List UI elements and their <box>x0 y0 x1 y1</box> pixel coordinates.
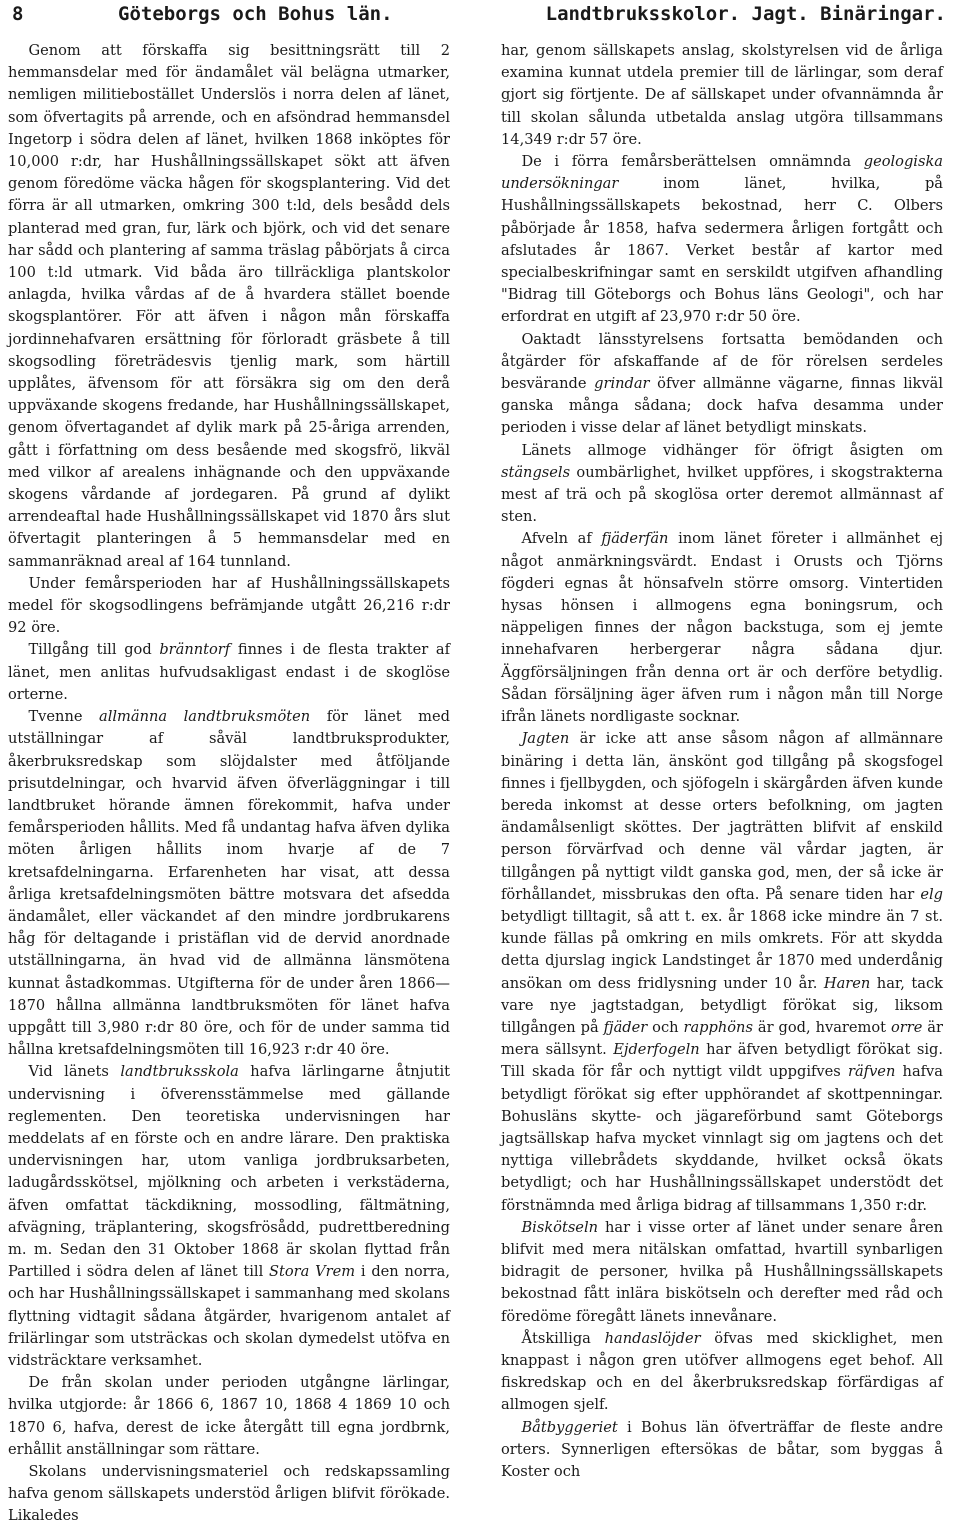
header-title-right: Landtbruksskolor. Jagt. Binäringar. <box>545 3 946 25</box>
italic-term: Haren <box>823 974 871 992</box>
paragraph: Åtskilliga handaslöjder öfvas med skicklighet, men knappast i någon gren utöfver allmogens eget behof. All fiskredskap och en del åkerbruksredskap förfärdigas af allmogen sjelf. <box>501 1329 943 1414</box>
italic-term: Båtbyggeriet <box>521 1418 618 1436</box>
left-text-column <box>8 40 450 1528</box>
paragraph: Båtbyggeriet i Bohus län öfverträffar de fleste andre orters. Synnerligen eftersökas de båtar, som byggas å Koster och <box>501 1418 943 1480</box>
italic-term: geologiska undersökningar <box>501 153 943 193</box>
paragraph: Oaktadt länsstyrelsens fortsatta bemödanden och åtgärder för afskaffande af de för rörelsen serdeles besvärande grindar öfver allmänne vägarne, finnas likväl ganska många sådana; dock hafva desamma under perioden i visse delar af länet betydligt minskats. <box>501 330 943 437</box>
paragraph: har, genom sällskapets anslag, skolstyrelsen vid de årliga examina kunnat utdela premier till de lärlingar, som deraf gjort sig förtjente. De af sällskapet under ofvannämnda år till skolan sålunda utbetalda anslag utgöra tillsammans 14,349 r:dr 57 öre. <box>501 42 943 148</box>
paragraph: Tvenne allmänna landtbruksmöten för länet med utställningar af såväl landtbruksprodukter, åkerbruksredskap som slöjdalster med åtföljande prisutdelningar, och hvarvid äfven öfverläggningar i till landtbruket hörande ämnen förekommit, hafva under femårsperioden hållits. Med få undantag hafva äfven dylika möten årligen hållits inom hvarje af de 7 kretsafdelningarna. Erfarenheten har visat, att dessa årliga kretsafdelningsmöten bättre motsvara det afsedda ändamålet, eller väckandet af den mindre jordbrukarens håg för deltagande i pristäflan vid de dervid anordnade utställningarna, än hvad vid de allmänna länsmötena kunnat åstadkommas. Utgifterna för de under åren 1866—1870 hållna allmänna landtbruksmöten för länet hafva uppgått till 3,980 r:dr 80 öre, och för de under samma tid hållna kretsafdelningsmöten till 16,923 r:dr 40 öre. <box>8 708 450 1059</box>
italic-term: allmänna landtbruksmöten <box>99 708 311 726</box>
paragraph: Biskötseln har i visse orter af länet under senare åren blifvit med mera nitälskan omfattad, hvartill synbarligen bidragit de personer, hvilka på Hushållningssällskapets bekostnad fått inlära biskötseln och derefter med råd och föredöme föregått länets innevånare. <box>501 1218 943 1325</box>
italic-term: elg <box>920 885 943 903</box>
paragraph: Genom att förskaffa sig besittningsrätt till 2 hemmansdelar med för ändamålet väl belägna utmarker, nemligen militiebostället Underslös i norra delen af länet, som öfvertagits på arrende, och en afsöndrad hemmansdel Ingetorp i södra delen af länet, hvilken 1868 inköptes för 10,000 r:dr, har Hushållningssällskapet sökt att äfven genom föredöme väcka hågen för skogsplantering. Vid det förra är all utmarken, omkring 300 t:ld, dels besådd dels planterad med gran, fur, lärk och björk, och vid det senare har sådd och plantering af samma träslag påbörjats å circa 100 t:ld utmark. Vid båda äro tillräckliga plantskolor anlagda, hvilka vårdas af de å hvardera stället boende skogsplantörer. För att äfven i någon mån förskaffa jordinnehafvaren ersättning för förloradt gräsbete å till skogsodling företrädesvis tjenlig mark, som härtill upplåtes, äfvensom för att försäkra sig om den derå uppväxande skogens fredande, har Hushållningssällskapet, genom öfvertagandet af dylik mark på 25-åriga arrenden, gått i författning om dess besående med skogsfrö, likväl med vilkor af arealens inhägnande och den uppväxande skogens vårdande af jordegaren. På grund af dylikt arrendeaftal hade Hushållningssällskapet vid 1870 års slut öfvertagit planteringen å 5 hemmansdelar med en sammanräknad areal af 164 tunnland. <box>8 42 450 570</box>
italic-term: räfven <box>847 1063 896 1081</box>
right-text-column <box>501 40 943 1483</box>
header-title-left: Göteborgs och Bohus län. <box>118 3 393 25</box>
italic-term: bränntorf <box>159 641 231 659</box>
italic-term: orre <box>890 1018 923 1036</box>
italic-term: Biskötseln <box>521 1218 599 1236</box>
page-number: 8 <box>12 3 24 25</box>
italic-term: Jagten <box>521 730 570 748</box>
italic-term: Ejderfogeln <box>613 1041 700 1059</box>
italic-term: fjäder <box>603 1018 648 1036</box>
italic-term: grindar <box>594 375 650 393</box>
italic-term: rapphöns <box>683 1018 753 1036</box>
paragraph: Tillgång till god bränntorf finnes i de flesta trakter af länet, men anlitas hufvudsakligast endast i de skoglöse orterne. <box>8 641 450 703</box>
italic-term: landtbruksskola <box>120 1063 239 1081</box>
paragraph: Under femårsperioden har af Hushållningssällskapets medel för skogsodlingens befrämjande utgått 26,216 r:dr 92 öre. <box>8 574 450 637</box>
paragraph: Afveln af fjäderfän inom länet företer i allmänhet ej något anmärkningsvärdt. Endast i Orusts och Tjörns fögderi egnas åt hönsafveln större omsorg. Vintertiden hysas hönsen i allmogens egna boningsrum, och näppeligen finnes der någon backstuga, som ej jemte innehafvaren herbergerar några sådana djur. Äggförsäljningen från denna ort är och derföre betydlig. Sådan försäljning äger äfven rum i någon mån till Norge ifrån länets nordligaste socknar. <box>501 530 943 726</box>
paragraph: Länets allmoge vidhänger för öfrigt åsigten om stängsels oumbärlighet, hvilket uppföres, i skogstrakterna mest af trä och på skoglösa orter deremot allmännast af sten. <box>501 441 943 526</box>
paragraph: De från skolan under perioden utgångne lärlingar, hvilka utgjorde: år 1866 6, 1867 10, 1868 4 1869 10 och 1870 6, hafva, derest de icke återgått till egna jordbrnk, erhållit anställningar som rättare. <box>8 1374 450 1458</box>
italic-term: stängsels <box>501 463 571 481</box>
italic-term: fjäderfän <box>601 530 669 548</box>
italic-term: handaslöjder <box>604 1329 701 1347</box>
running-header <box>6 0 952 28</box>
paragraph: De i förra femårsberättelsen omnämnda geologiska undersökningar inom länet, hvilka, på Hushållningssällskapets bekostnad, herr C. Olbers påbörjade år 1858, hafva sedermera årligen fortgått och afslutades år 1867. Verket består af kartor med specialbeskrifningar samt en serskildt utgifven afhandling "Bidrag till Göteborgs och Bohus läns Geologi", och har erfordrat en utgift af 23,970 r:dr 50 öre. <box>501 153 943 326</box>
paragraph: Jagten är icke att anse såsom någon af allmännare binäring i detta län, änskönt god tillgång på skogsfogel finnes i fjellbygden, och sjöfogeln i skärgården äfven kunde bereda inkomst at desse orters befolkning, om jagten ändamålsenligt sköttes. Der jagträtten blifvit af enskild person förvärfvad och denne väl vårdar jagten, är tillgången på nyttigt vildt ganska god, men, der så icke är förhållandet, missbrukas den ofta. På senare tiden har elg betydligt tilltagit, så att t. ex. år 1868 icke mindre än 7 st. kunde fällas på omkring en mils omkrets. För att skydda detta djurslag ingick Landstinget år 1870 med underdånig ansökan om dess fridlysning under 10 år. Haren har, tack vare nye jagtstadgan, betydligt förökat sig, liksom tillgången på fjäder och rapphöns är god, hvaremot orre är mera sällsynt. Ejderfogeln har äfven betydligt förökat sig. Till skada för får och nyttigt vildt uppgifves räfven hafva betydligt förökat sig efter upphörandet af skottpenningar. Bohusläns skytte- och jägareförbund samt Göteborgs jagtsällskap hafva mycket vinnlagt sig om jagtens och det nyttiga villebrådets skyddande, hvilket också ökats betydligt; och har Hushållningssällskapet understödt det förstnämnda med årliga bidrag af tillsammans 1,350 r:dr. <box>501 730 943 1214</box>
italic-term: Stora Vrem <box>269 1263 356 1281</box>
paragraph: Skolans undervisningsmateriel och redskapssamling hafva genom sällskapets understöd årligen blifvit förökade. Likaledes <box>8 1463 450 1525</box>
paragraph: Vid länets landtbruksskola hafva lärlingarne åtnjutit undervisning i öfverensstämmelse med gällande reglementen. Den teoretiska undervisningen har meddelats af en förste och en andre lärare. Den praktiska undervisningen har, utom vanliga jordbruksarbeten, ladugårdsskötsel, mjölkning och arbeten i verkstäderna, äfven omfattat täckdikning, mossodling, fältmätning, afvägning, träplantering, skogsfrösådd, pudrettberedning m. m. Sedan den 31 Oktober 1868 är skolan flyttad från Partilled i södra delen af länet till Stora Vrem i den norra, och har Hushållningssällskapet i sammanhang med skolans flyttning vidtagit sådana åtgärder, hvarigenom antalet af frilärlingar som utsträckas och skolan dymedelst utöfva en vidsträcktare verksamhet. <box>8 1063 451 1369</box>
